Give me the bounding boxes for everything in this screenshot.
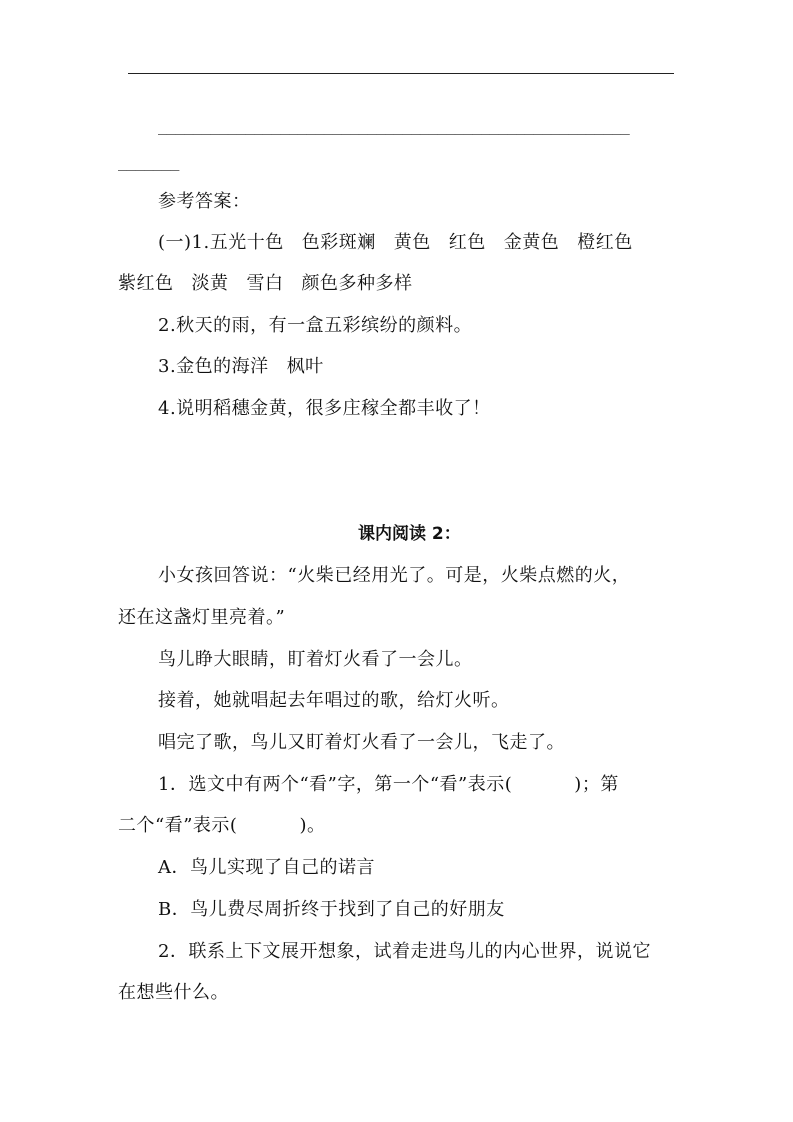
answer-4: 4.说明稻穗金黄，很多庄稼全都丰收了！ [158, 398, 491, 419]
answer-blank-line-1: ______________________________________________________ [158, 117, 630, 135]
question-2-line-2: 在想些什么。 [118, 982, 229, 1003]
answer-1-word: 雪白 [246, 273, 284, 294]
answer-1-word: 淡黄 [191, 273, 229, 294]
answer-1-line-2 [118, 272, 413, 296]
question-2-line-1: 2．联系上下文展开想象，试着走进鸟儿的内心世界，说说它 [158, 941, 651, 962]
answer-1-word: 橙红色 [577, 232, 633, 253]
answer-1-word: 色彩斑斓 [301, 232, 376, 253]
option-b: B．鸟儿费尽周折终于找到了自己的好朋友 [158, 899, 505, 920]
answer-3 [158, 355, 324, 379]
question-1-text: )。 [299, 815, 326, 836]
passage-para-4: 唱完了歌，鸟儿又盯着灯火看了一会儿，飞走了。 [158, 732, 565, 753]
passage-para-1-line-1: 小女孩回答说：“火柴已经用光了。可是，火柴点燃的火， [158, 565, 631, 586]
passage-para-1-line-2: 还在这盏灯里亮着。” [118, 607, 286, 628]
question-1-line-2 [118, 814, 325, 838]
passage-para-3: 接着，她就唱起去年唱过的歌，给灯火听。 [158, 690, 510, 711]
question-1-text: 1．选文中有两个“看”字，第一个“看”表示( [158, 774, 513, 795]
answer-1-line-1 [158, 231, 633, 255]
answer-blank-line-2: _______ [118, 153, 180, 171]
answer-1-word: 黄色 [393, 232, 431, 253]
answer-rule-line [128, 73, 674, 74]
answer-3-num: 3. [158, 356, 177, 377]
answer-3-word: 枫叶 [286, 356, 324, 377]
answer-1-word: 红色 [448, 232, 486, 253]
answer-1-word: 颜色多种多样 [301, 273, 413, 294]
question-1-text: )；第 [574, 774, 619, 795]
answer-1-word: 金黄色 [503, 232, 560, 253]
question-1-line-1 [158, 773, 619, 797]
answer-1-prefix: (一)1. [158, 232, 210, 253]
answer-3-word: 金色的海洋 [176, 356, 269, 377]
option-a: A．鸟儿实现了自己的诺言 [158, 857, 375, 878]
answer-1-word: 紫红色 [118, 273, 174, 294]
answers-title: 参考答案： [158, 191, 251, 212]
answer-1-word: 五光十色 [209, 232, 284, 253]
section-heading: 课内阅读 2： [358, 524, 461, 544]
passage-para-2: 鸟儿睁大眼睛，盯着灯火看了一会儿。 [158, 649, 473, 670]
answer-2: 2.秋天的雨，有一盒五彩缤纷的颜料。 [158, 315, 473, 336]
question-1-text: 二个“看”表示( [118, 815, 238, 836]
